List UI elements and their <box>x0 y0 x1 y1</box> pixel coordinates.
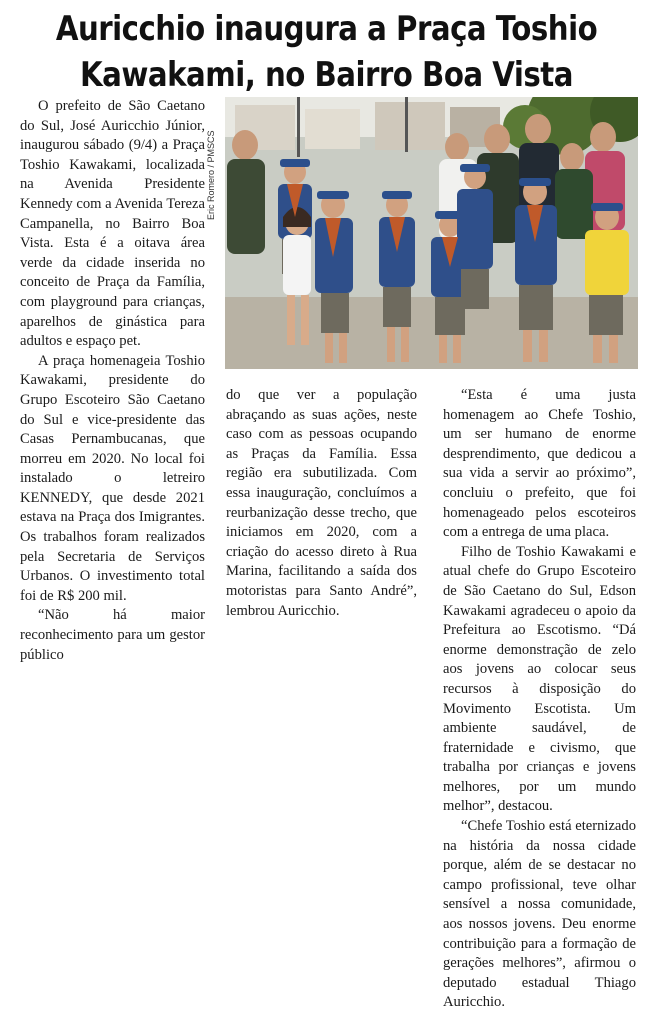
paragraph: “Chefe Toshio está eternizado na história da nossa cidade porque, além de se destacar no campo profissional, teve olhar sensível a nossa comunidade, aos nossos jovens. Deu enorme contribuição para a formação de gerações melhores”, afirmou o deputado estadual Thiago Auricchio. <box>443 818 636 1011</box>
article-column-1 <box>20 97 205 665</box>
headline-line-1: Auricchio inaugura a Praça Toshio <box>55 9 598 49</box>
paragraph: do que ver a população abraçando as suas ações, neste caso com as pessoas ocupando as Praças da Família. Essa região era subutilizada. Com essa inauguração, concluímos a reurbanização desse trecho, que iniciamos em 2020, com a criação do acesso direto à Rua Marina, facilitando a saída dos motoristas para Santo André”, lembrou Auricchio. <box>226 387 417 619</box>
group-photo <box>225 97 638 369</box>
paragraph: A praça homenageia Toshio Kawakami, presidente do Grupo Escoteiro São Caetano do Sul e vice-presidente das Casas Pernambucanas, que morreu em 2020. No local foi instalado o letreiro KENNEDY, que desde 2021 estava na Praça dos Imigrantes. Os trabalhos foram realizados pela Secretaria de Serviços Urbanos. O investimento total foi de R$ 200 mil. <box>20 352 205 604</box>
headline <box>46 6 608 98</box>
headline-line-2: Kawakami, no Bairro Boa Vista <box>80 55 573 95</box>
group-photo-illustration <box>225 97 638 369</box>
article-column-3 <box>443 386 636 1013</box>
paragraph: “Esta é uma justa homenagem ao Chefe Toshio, um ser humano de enorme desprendimento, que dedicou a sua vida a servir ao próximo”, concluiu o prefeito, que foi homenageado pelos escoteiros com a entrega de uma placa. <box>443 387 636 541</box>
photo-credit: Eric Romero / PMSCS <box>206 130 216 220</box>
paragraph: O prefeito de São Caetano do Sul, José Auricchio Júnior, inaugurou sábado (9/4) a Praça Toshio Kawakami, localizada na Avenida Presidente Kennedy com a Avenida Tereza Campanella, no Bairro Boa Vista. Esta é a oitava área verde da cidade inserida no conceito de Praça da Família, com playground para crianças, aparelhos de ginástica para adultos e espaço pet. <box>20 98 205 350</box>
article-column-2 <box>226 386 417 621</box>
paragraph: Filho de Toshio Kawakami e atual chefe do Grupo Escoteiro de São Caetano do Sul, Edson Kawakami agradeceu o apoio da Prefeitura ao Escotismo. “Dá enorme demonstração de zelo aos jovens ao colocar seus recursos à disposição do Movimento Escotista. Um ambiente saudável, de fraternidade e civismo, que trabalha por crianças e jovens melhores, por um mundo melhor”, destacou. <box>443 543 636 815</box>
paragraph: “Não há maior reconhecimento para um gestor público <box>20 607 205 663</box>
